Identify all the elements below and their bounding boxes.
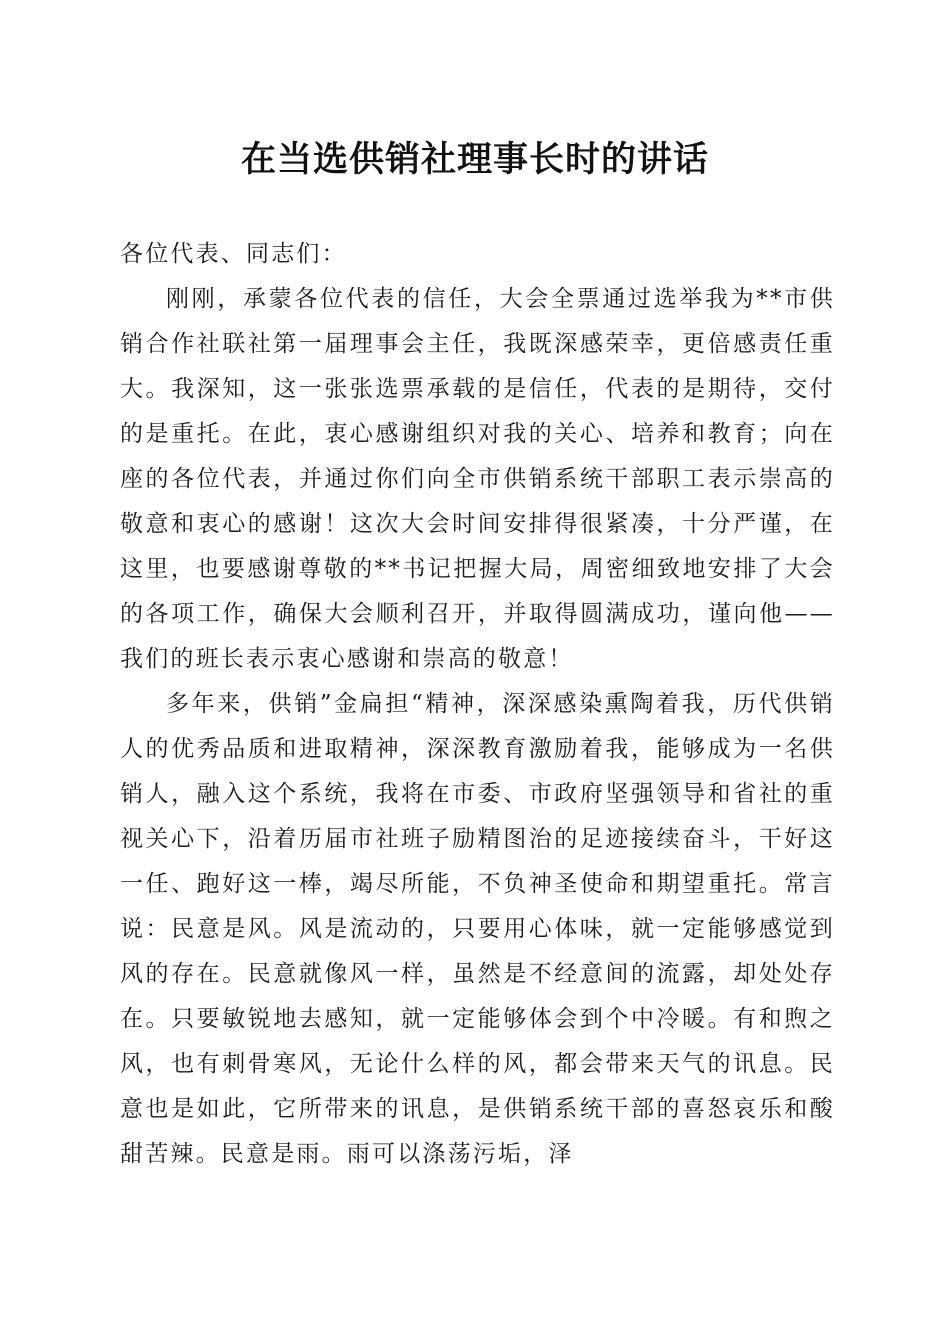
paragraph-1: 刚刚，承蒙各位代表的信任，大会全票通过选举我为**市供销合作社联社第一届理事会主任，我既深感荣幸，更倍感责任重大。我深知，这一张张选票承载的是信任，代表的是期待，交付的是重托。在此，衷心感谢组织对我的关心、培养和教育；向在座的各位代表，并通过你们向全市供销系统干部职工表示崇高的敬意和衷心的感谢！这次大会时间安排得很紧凑，十分严谨，在这里，也要感谢尊敬的**书记把握大局，周密细致地安排了大会的各项工作，确保大会顺利召开，并取得圆满成功，谨向他——我们的班长表示衷心感谢和崇高的敬意！ <box>120 286 835 672</box>
document-title: 在当选供销社理事长时的讲话 <box>240 139 709 180</box>
paragraph-2: 多年来，供销”金扁担“精神，深深感染熏陶着我，历代供销人的优秀品质和进取精神，深深教育激励着我，能够成为一名供销人，融入这个系统，我将在市委、市政府坚强领导和省社的重视关心下，沿着历届市社班子励精图治的足迹接续奋斗，干好这一任、跑好这一棒，竭尽所能，不负神圣使命和期望重托。常言说：民意是风。风是流动的，只要用心体味，就一定能够感觉到风的存在。民意就像风一样，虽然是不经意间的流露，却处处存在。只要敏锐地去感知，就一定能够体会到个中冷暖。有和煦之风，也有刺骨寒风，无论什么样的风，都会带来天气的讯息。民意也是如此，它所带来的讯息，是供销系统干部的喜怒哀乐和酸甜苦辣。民意是雨。雨可以涤荡污垢，泽 <box>120 691 835 1167</box>
document-body <box>120 232 835 1177</box>
salutation: 各位代表、同志们： <box>120 241 347 267</box>
